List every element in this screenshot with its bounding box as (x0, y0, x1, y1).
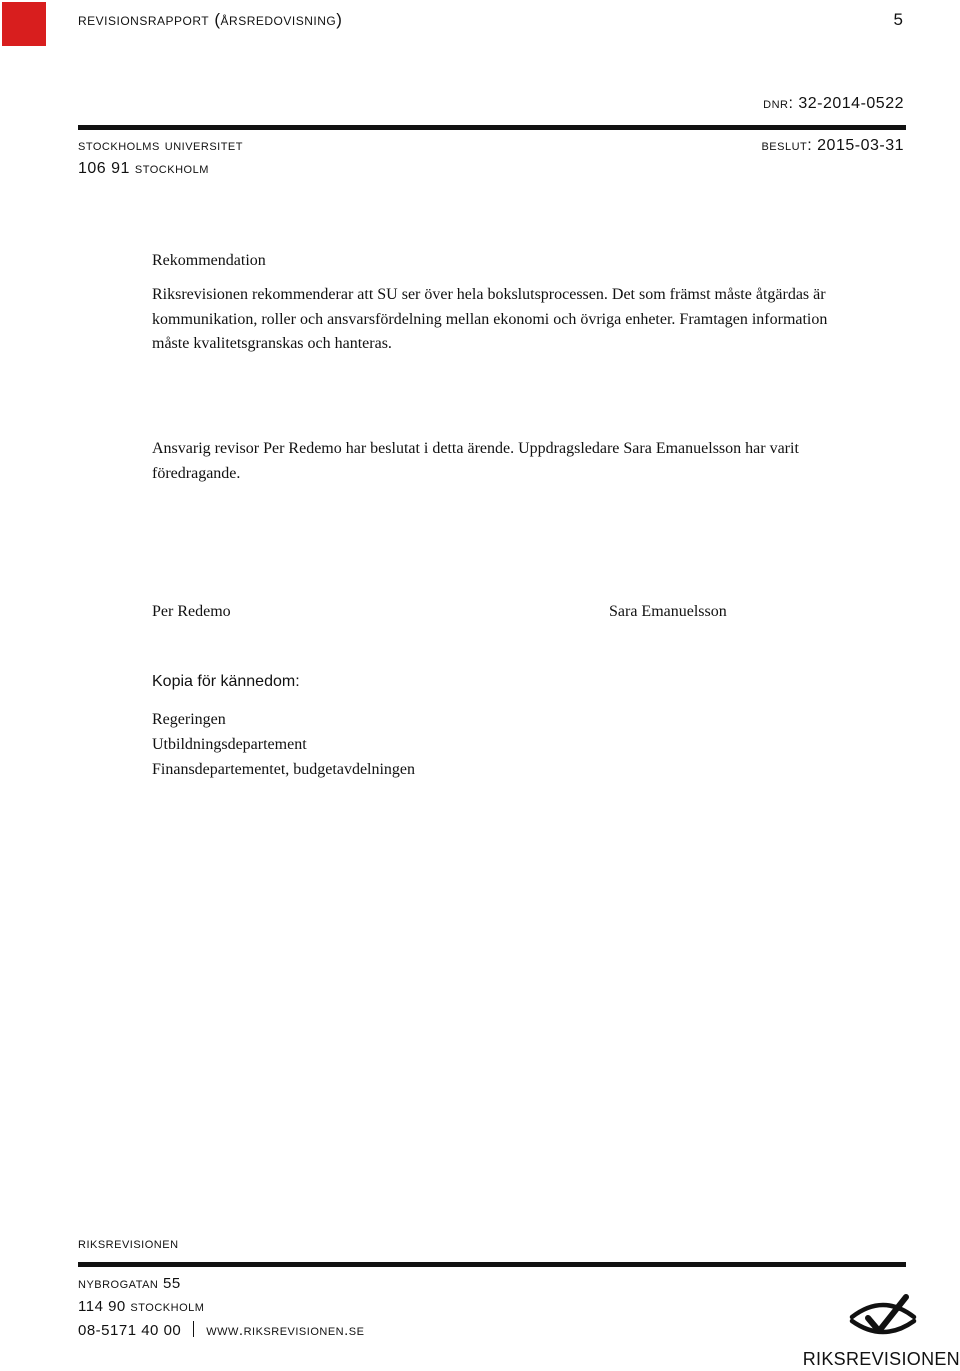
footer-divider (78, 1262, 906, 1267)
section-heading: Rekommendation (152, 252, 266, 269)
signature-left: Per Redemo (152, 603, 231, 620)
signature-right: Sara Emanuelsson (609, 603, 727, 620)
footer-organization: riksrevisionen (78, 1235, 179, 1252)
copy-to-recipient: Finansdepartementet, budgetavdelningen (152, 761, 416, 778)
logo-wordmark: RIKSREVISIONEN (802, 1349, 960, 1369)
copy-to-list (152, 707, 415, 782)
footer-contact (78, 1321, 364, 1339)
footer-website[interactable]: www.riksrevisionen.se (206, 1322, 365, 1339)
copy-to-title: Kopia för kännedom: (152, 673, 300, 690)
recommendation-paragraph: Riksrevisionen rekommenderar att SU ser över hela bokslutsprocessen. Det som främst måste åtgärdas är kommunikation, roller och ansvarsfördelning mellan ekonomi och övriga enheter. Framtagen information måste kvalitetsgranskas och hanteras. (152, 286, 828, 352)
decision-date: beslut: 2015-03-31 (761, 137, 904, 154)
page-number: 5 (893, 10, 903, 29)
footer-phone: 08-5171 40 00 (78, 1322, 182, 1339)
copy-to-recipient: Regeringen (152, 711, 226, 728)
document-type: revisionsrapport (årsredovisning) (78, 10, 343, 29)
copy-to-recipient: Utbildningsdepartement (152, 736, 307, 753)
decision-paragraph: Ansvarig revisor Per Redemo har beslutat i detta ärende. Uppdragsledare Sara Emanuelsson har varit föredragande. (152, 440, 799, 482)
eye-check-icon (848, 1291, 918, 1345)
recipient-name: stockholms universitet (78, 137, 243, 154)
recipient-address: 106 91 stockholm (78, 160, 209, 177)
footer-city: 114 90 stockholm (78, 1298, 205, 1315)
red-accent-block (2, 2, 46, 46)
header-divider (78, 125, 906, 130)
footer-separator (193, 1321, 194, 1337)
footer-street: nybrogatan 55 (78, 1275, 181, 1292)
diary-number: dnr: 32-2014-0522 (763, 95, 904, 112)
